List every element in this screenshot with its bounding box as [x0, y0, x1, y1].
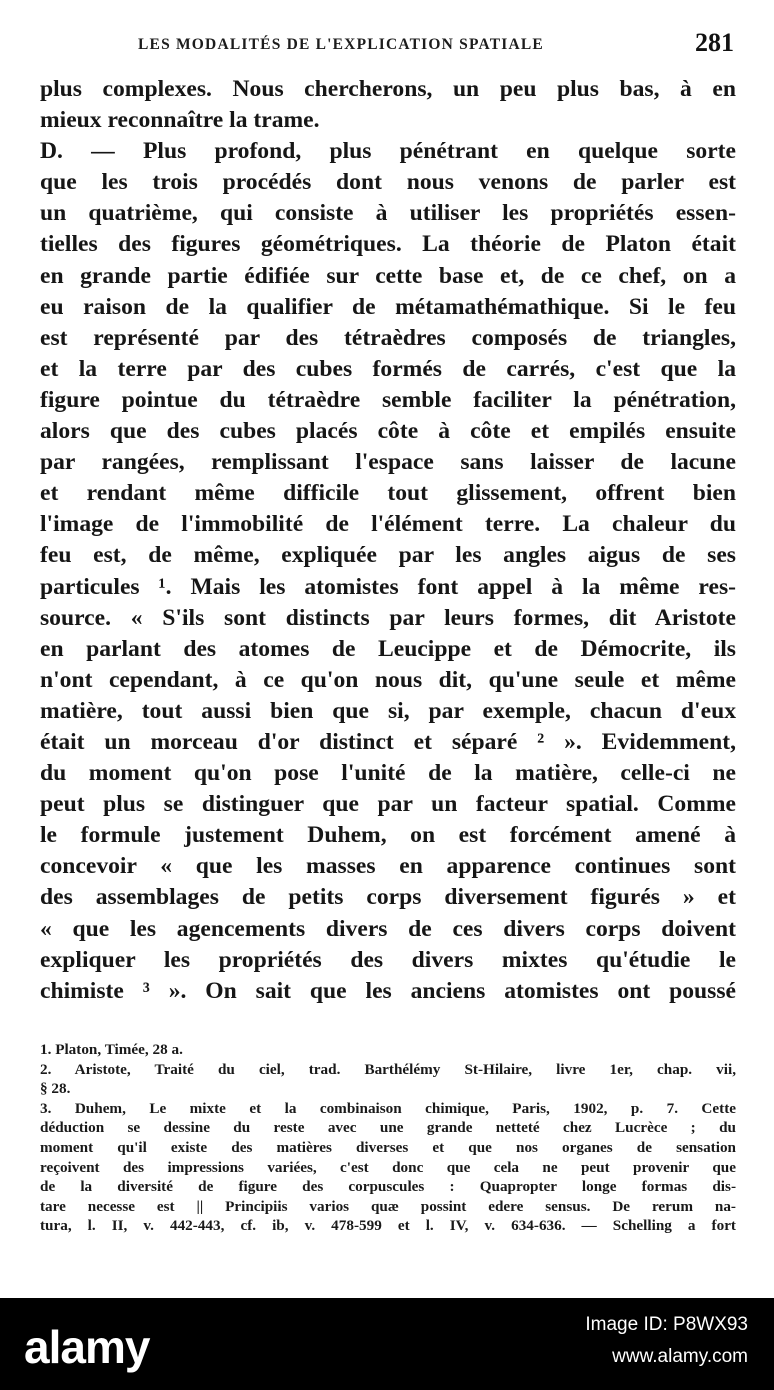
alamy-logo: alamy [24, 1321, 150, 1373]
body-line: des assemblages de petits corps diversement figurés » et [40, 884, 736, 911]
body-line: expliquer les propriétés des divers mixtes qu'étudie le [40, 946, 736, 973]
body-line: particules ¹. Mais les atomistes font appel à la même res- [40, 573, 736, 600]
body-line: « que les agencements divers de ces divers corps doivent [40, 915, 736, 942]
body-line: est représenté par des tétraèdres composés de triangles, [40, 324, 736, 351]
page-number: 281 [695, 28, 734, 57]
body-line: plus complexes. Nous chercherons, un peu plus bas, à en [40, 76, 736, 102]
footnote-line: tura, l. II, v. 442-443, cf. ib, v. 478-599 et l. IV, v. 634-636. — Schelling a fort [40, 1217, 736, 1235]
body-line: du moment qu'on pose l'unité de la matière, celle-ci ne [40, 760, 736, 787]
image-id: Image ID: P8WX93 [585, 1314, 748, 1335]
body-line: le formule justement Duhem, on est forcément amené à [40, 822, 736, 849]
body-line: eu raison de la qualifier de métamathémathique. Si le feu [40, 293, 736, 320]
page-header [100, 28, 740, 68]
footnote-line: reçoivent des impressions variées, c'est donc que cela ne peut provenir que [40, 1158, 736, 1176]
footnote-line: § 28. [40, 1080, 71, 1098]
body-line: et rendant même difficile tout glissement, offrent bien [40, 480, 736, 507]
body-line: peut plus se distinguer que par un facteur spatial. Comme [40, 791, 736, 818]
body-line: matière, tout aussi bien que si, par exemple, chacun d'eux [40, 697, 736, 724]
footnote-line: 3. Duhem, Le mixte et la combinaison chimique, Paris, 1902, p. 7. Cette [40, 1099, 736, 1117]
body-line: en parlant des atomes de Leucippe et de Démocrite, ils [40, 635, 736, 662]
body-line: que les trois procédés dont nous venons de parler est [40, 169, 736, 196]
body-line: chimiste ³ ». On sait que les anciens atomistes ont poussé [40, 977, 736, 1004]
body-line: figure pointue du tétraèdre semble faciliter la pénétration, [40, 386, 736, 413]
footnote-line: de la diversité de figure des corpuscules : Quapropter longe formas dis- [40, 1178, 736, 1196]
stock-url: www.alamy.com [612, 1346, 748, 1367]
body-line: était un morceau d'or distinct et séparé ² ». Evidemment, [40, 728, 736, 755]
body-line: alors que des cubes placés côte à côte et empilés ensuite [40, 418, 736, 445]
body-line: mieux reconnaître la trame. [40, 107, 320, 134]
body-line: tielles des figures géométriques. La théorie de Platon était [40, 231, 736, 258]
body-line: n'ont cependant, à ce qu'on nous dit, qu'une seule et même [40, 666, 736, 693]
body-text [40, 74, 736, 1007]
body-line: et la terre par des cubes formés de carrés, c'est que la [40, 355, 736, 382]
running-head: LES MODALITÉS DE L'EXPLICATION SPATIALE [138, 36, 544, 53]
body-line: source. « S'ils sont distincts par leurs formes, dit Aristote [40, 604, 736, 631]
body-line: concevoir « que les masses en apparence continues sont [40, 853, 736, 880]
body-line: par rangées, remplissant l'espace sans laisser de lacune [40, 449, 736, 476]
footnotes [40, 1040, 736, 1236]
footnote-line: déduction se dessine du reste avec une grande netteté chez Lucrèce ; du [40, 1119, 736, 1137]
body-line: l'image de l'immobilité de l'élément terre. La chaleur du [40, 511, 736, 538]
footnote-line: tare necesse est || Principiis varios quæ possint edere sensus. De rerum na- [40, 1197, 736, 1215]
footnote-line: 2. Aristote, Traité du ciel, trad. Barthélémy St-Hilaire, livre 1er, chap. vii, [40, 1060, 736, 1078]
body-line: D. — Plus profond, plus pénétrant en quelque sorte [40, 138, 736, 165]
footnote-line: moment qu'il existe des matières diverses et que nos organes de sensation [40, 1138, 736, 1156]
body-line: feu est, de même, expliquée par les angles aigus de ses [40, 542, 736, 569]
footnote-line: 1. Platon, Timée, 28 a. [40, 1041, 183, 1058]
body-line: en grande partie édifiée sur cette base et, de ce chef, on a [40, 262, 736, 289]
body-line: un quatrième, qui consiste à utiliser les propriétés essen- [40, 200, 736, 227]
